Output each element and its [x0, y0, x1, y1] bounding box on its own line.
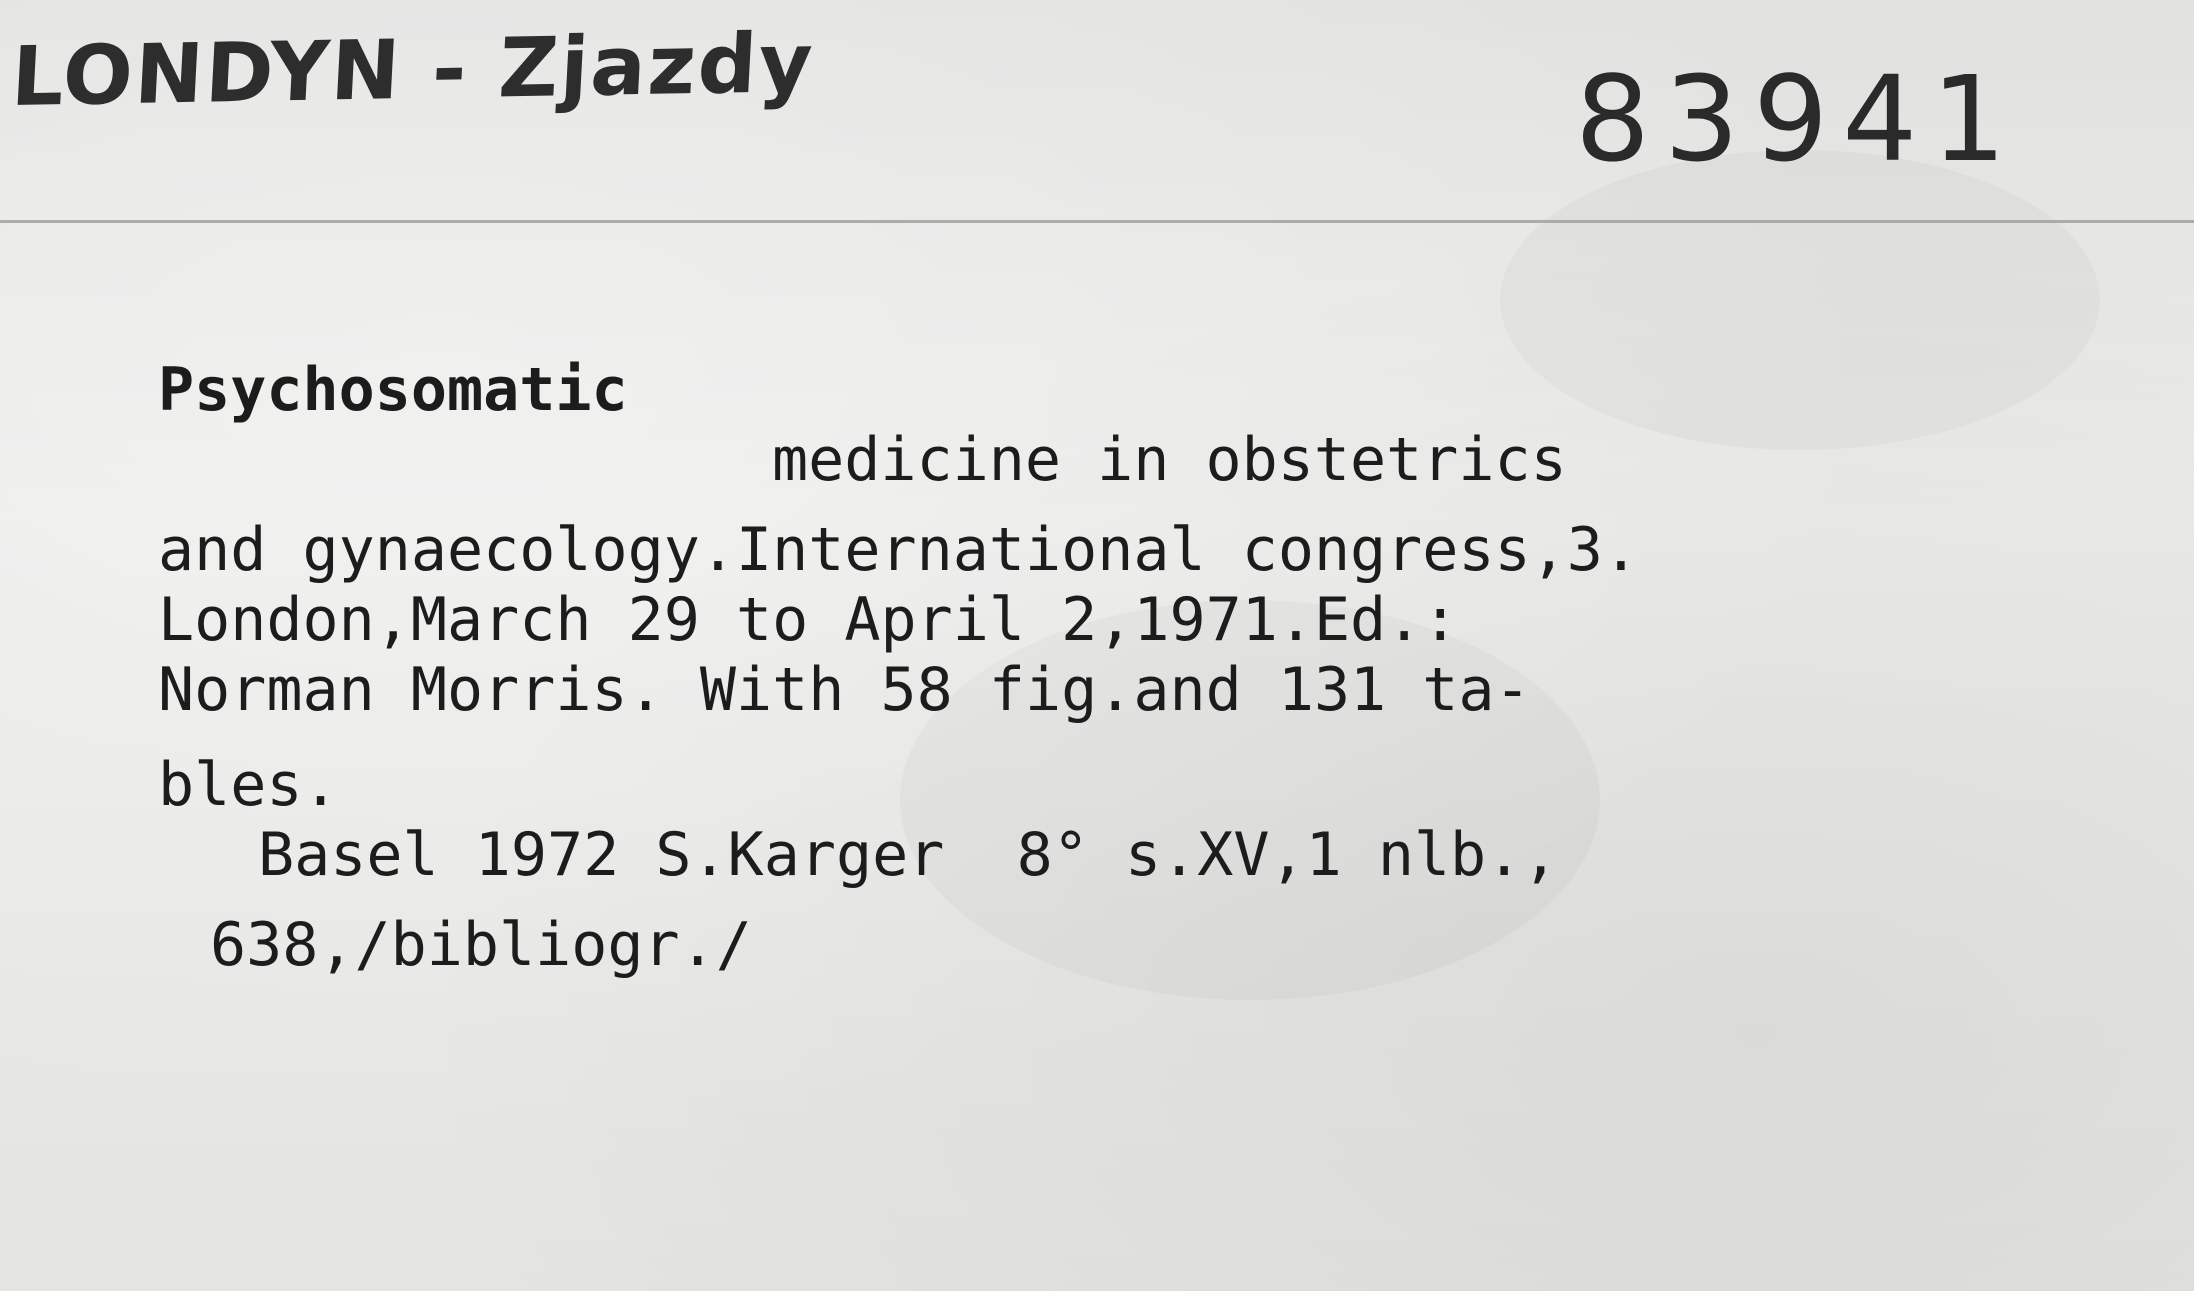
title-line-1: Psychosomatic [158, 355, 628, 425]
description-line-4: London,March 29 to April 2,1971.Ed.: [158, 585, 1459, 655]
paper-stain [1500, 150, 2100, 450]
subject-heading: LONDYN - Zjazdy [9, 16, 817, 125]
pagination-line: 638,/bibliogr./ [210, 910, 752, 980]
description-line-3: and gynaecology.International congress,3. [158, 515, 1640, 585]
heading-rule [0, 220, 2194, 223]
title-line-2: medicine in obstetrics [772, 425, 1567, 495]
description-line-6: bles. [158, 750, 339, 820]
description-line-5: Norman Morris. With 58 fig.and 131 ta- [158, 655, 1531, 725]
call-number: 83941 [1575, 50, 2021, 188]
imprint-line: Basel 1972 S.Karger 8° s.XV,1 nlb., [258, 820, 1559, 890]
